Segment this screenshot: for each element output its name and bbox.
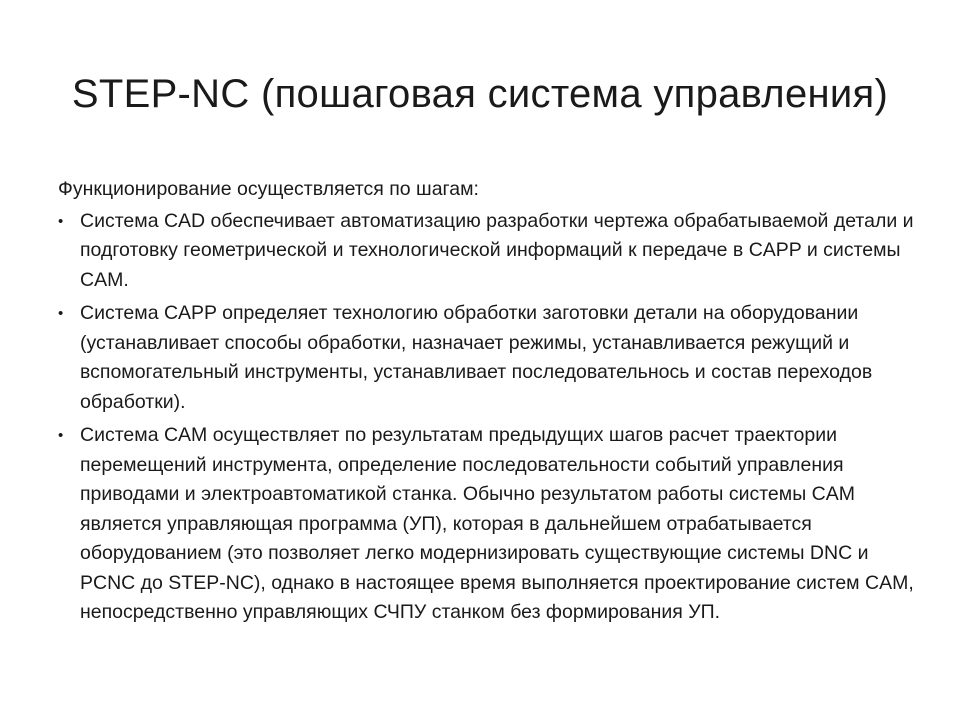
bullet-list: [58, 207, 920, 628]
bullet-icon: •: [58, 427, 64, 444]
bullet-item-cam: [58, 421, 920, 628]
bullet-item-cad: [58, 207, 920, 296]
slide-body: [58, 175, 920, 632]
bullet-icon: •: [58, 305, 64, 322]
bullet-text-capp: Система CAPP определяет технологию обработки заготовки детали на оборудовании (устанавливает способы обработки, назначает режимы, устанавливается режущий и вспомогательный инструменты, устанавливает последовательнось и состав переходов обработки).: [80, 302, 873, 413]
bullet-icon: •: [58, 212, 64, 230]
bullet-text-cad: Система CAD обеспечивает автоматизацию разработки чертежа обрабатываемой детали и подготовку геометрической и технологической информаций к передаче в CAPP и системы CAM.: [80, 209, 914, 291]
slide-title: STEP-NC (пошаговая система управления): [71, 72, 889, 116]
bullet-text-cam: Система CAM осуществляет по результатам предыдущих шагов расчет траектории перемещений инструмента, определение последовательности событий управления приводами и электроавтоматикой станка. Обычно результатом работы системы CAM является управляющая программа (УП), которая в дальнейшем отрабатывается оборудованием (это позволяет легко модернизировать существующие системы DNC и PCNC до STEP-NC), однако в настоящее время выполняется проектирование систем CAM, непосредственно управляющих СЧПУ станком без формирования УП.: [80, 424, 914, 623]
bullet-item-capp: [58, 299, 920, 417]
intro-text: Функционирование осуществляется по шагам:: [58, 178, 479, 200]
